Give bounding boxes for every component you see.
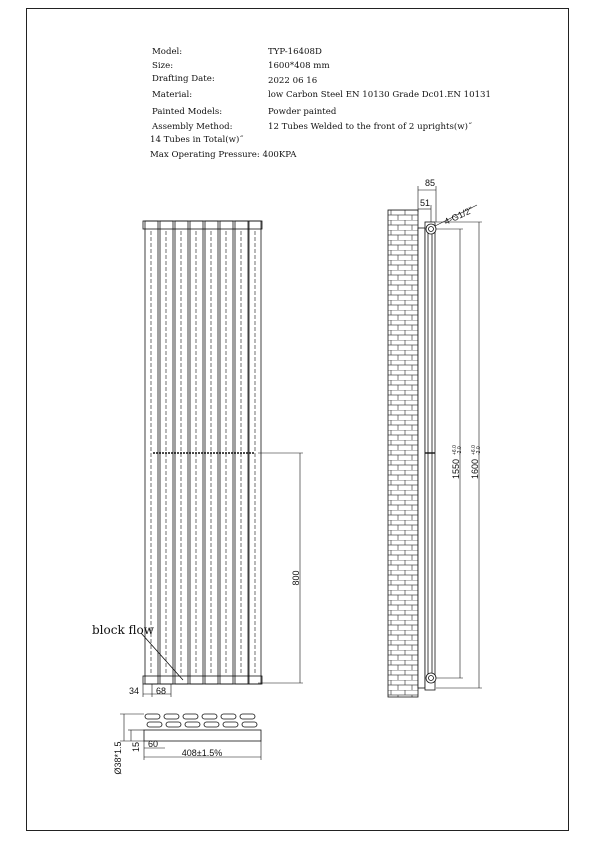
spec-date-value: 2022 06 16 xyxy=(268,76,318,86)
dim-width: 408±1.5% xyxy=(181,748,223,758)
dim-1550: 1550 xyxy=(451,458,461,480)
brick-wall xyxy=(388,210,418,697)
dim-1550-tol-upper: +6.0 xyxy=(452,445,458,455)
top-view-tubes xyxy=(145,714,257,727)
spec-material-label: Material: xyxy=(152,90,193,100)
dim-1550-group xyxy=(451,445,463,479)
block-flow-label: block flow xyxy=(92,623,155,637)
top-view-upright xyxy=(144,730,261,741)
dim-85: 85 xyxy=(424,178,436,188)
radiator-profile xyxy=(425,222,435,690)
front-bottom-header xyxy=(143,676,262,684)
spec-model-value: TYP-16408D xyxy=(268,47,322,57)
front-top-header xyxy=(143,221,262,229)
dim-51: 51 xyxy=(419,198,431,208)
connection-size: 4-G1/2" xyxy=(442,204,475,227)
dim-68: 68 xyxy=(155,686,167,696)
side-view xyxy=(388,186,482,697)
spec-painted-value: Powder painted xyxy=(268,107,337,117)
front-view xyxy=(141,221,303,697)
dim-1600-group xyxy=(470,445,482,479)
dim-tube-diameter: Ø38*1.5 xyxy=(113,741,123,775)
spec-tubes-total: 14 Tubes in Total(w)˝ xyxy=(150,135,244,145)
spec-assembly-value: 12 Tubes Welded to the front of 2 uprights(w)˝ xyxy=(268,122,473,132)
dim-800: 800 xyxy=(291,570,301,586)
dim-34: 34 xyxy=(128,686,140,696)
spec-material-value: low Carbon Steel EN 10130 Grade Dc01.EN 10131 xyxy=(268,90,491,100)
dim-60: 60 xyxy=(147,739,159,749)
spec-size-value: 1600*408 mm xyxy=(268,61,330,71)
spec-painted-label: Painted Models: xyxy=(152,107,223,117)
wall-bracket xyxy=(418,228,425,688)
dim-15: 15 xyxy=(131,741,141,753)
dim-1550-tol-lower: -2.0 xyxy=(457,446,463,455)
dim-1600: 1600 xyxy=(470,458,480,480)
dim-1600-tol-lower: -2.0 xyxy=(476,446,482,455)
dim-1600-tol-upper: +6.0 xyxy=(471,445,477,455)
spec-size-label: Size: xyxy=(152,61,174,71)
spec-date-label: Drafting Date: xyxy=(152,74,215,84)
spec-pressure: Max Operating Pressure: 400KPA xyxy=(150,150,297,160)
spec-assembly-label: Assembly Method: xyxy=(152,122,233,132)
spec-model-label: Model: xyxy=(152,47,183,57)
block-flow-arrow xyxy=(141,633,183,680)
